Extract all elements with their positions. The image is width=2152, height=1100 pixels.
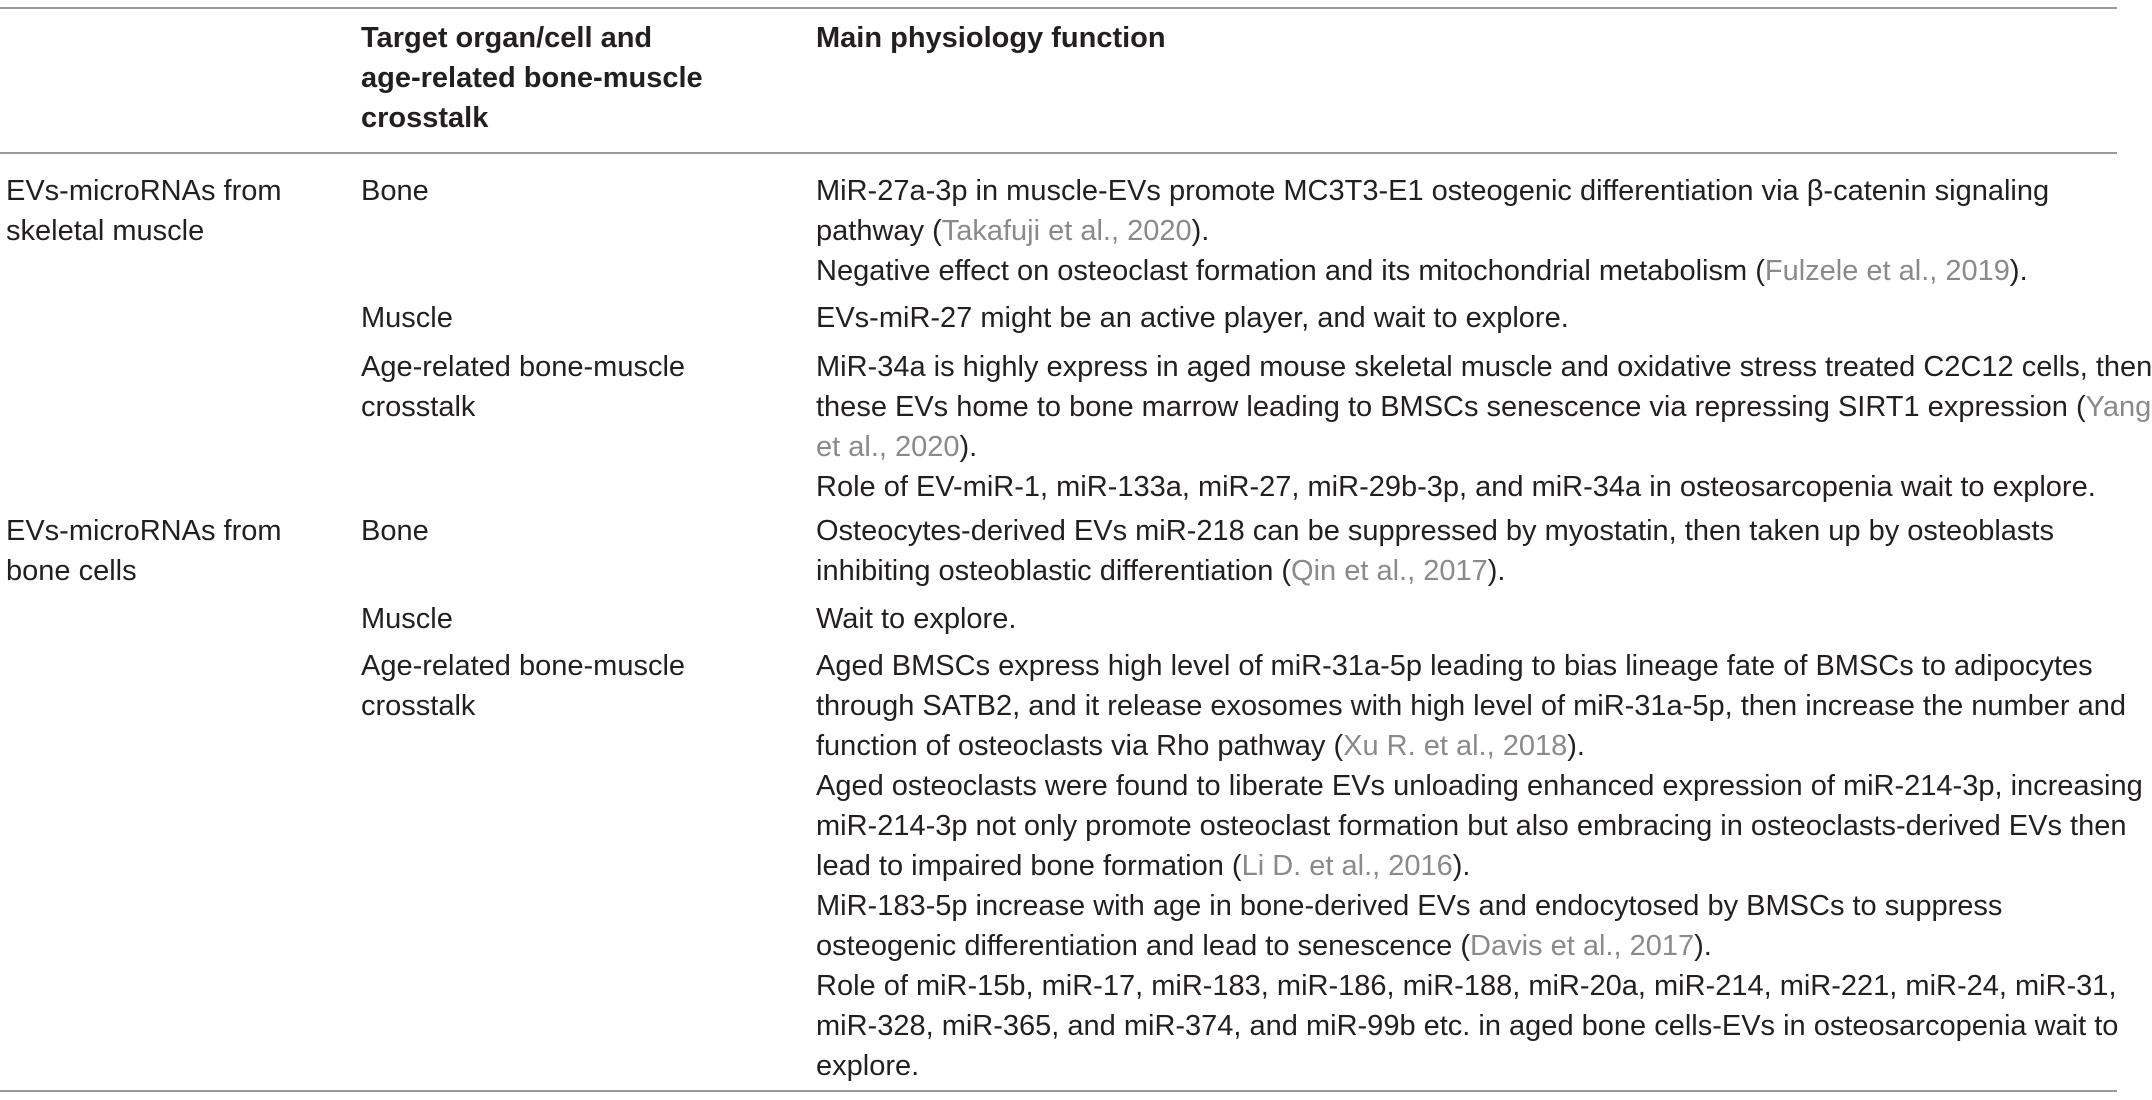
header-function-column [816,18,1166,58]
function-line [816,1006,2143,1046]
source-line: EVs-microRNAs from [6,515,282,547]
target-cell [361,646,685,726]
function-line [816,806,2143,846]
target-line: Bone [361,515,429,547]
function-line [816,686,2143,726]
header-target-line: age-related bone-muscle [361,62,703,94]
function-text: Role of miR-15b, miR-17, miR-183, miR-186, miR-188, miR-20a, miR-214, miR-221, miR-24, miR-31, [816,970,2117,1002]
header-rule [0,152,2117,154]
function-text: pathway ( [816,215,942,247]
function-line [816,551,2054,591]
target-cell [361,599,453,639]
function-line [816,1046,2143,1086]
header-target-line: Target organ/cell and [361,22,653,54]
citation-link[interactable]: Takafuji et al., 2020 [941,215,1192,247]
target-line: Age-related bone-muscle [361,650,686,682]
function-text: ). [1191,215,1210,247]
function-text: Osteocytes-derived EVs miR-218 can be suppressed by myostatin, then taken up by osteoblasts [816,515,2054,547]
source-line: EVs-microRNAs from [6,175,282,207]
function-text: MiR-27a-3p in muscle-EVs promote MC3T3-E1 osteogenic differentiation via β-catenin signaling [816,175,2050,207]
function-line [816,511,2054,551]
target-line: crosstalk [361,690,476,722]
function-line [816,886,2143,926]
function-text: MiR-183-5p increase with age in bone-derived EVs and endocytosed by BMSCs to suppress [816,890,2003,922]
function-line [816,599,1016,639]
function-line [816,726,2143,766]
function-line [816,251,2049,291]
function-text: these EVs home to bone marrow leading to BMSCs senescence via repressing SIRT1 expression ( [816,391,2086,423]
header-function-label: Main physiology function [816,22,1166,54]
function-line [816,211,2049,251]
function-text: ). [1567,730,1585,762]
function-text: lead to impaired bone formation ( [816,850,1242,882]
function-text: inhibiting osteoblastic differentiation ( [816,555,1292,587]
function-line [816,846,2143,886]
table-bottom-rule [0,1090,2117,1092]
function-text: Wait to explore. [816,603,1017,635]
function-line [816,387,2152,427]
function-text: miR-328, miR-365, and miR-374, and miR-99b etc. in aged bone cells-EVs in osteosarcopenia wait to [816,1010,2119,1042]
citation-link[interactable]: Fulzele et al., 2019 [1764,255,2010,287]
citation-link[interactable]: Li D. et al., 2016 [1241,850,1453,882]
function-cell [816,298,1569,338]
function-text: MiR-34a is highly express in aged mouse skeletal muscle and oxidative stress treated C2C12 cells, then [816,351,2152,383]
target-cell [361,347,685,427]
function-text: ). [959,431,978,463]
target-line: Muscle [361,302,453,334]
function-text: miR-214-3p not only promote osteoclast formation but also embracing in osteoclasts-derived EVs then [816,810,2127,842]
function-line [816,926,2143,966]
header-target-column [361,18,703,138]
target-line: Age-related bone-muscle [361,351,686,383]
citation-link[interactable]: et al., 2020 [816,431,960,463]
citation-link[interactable]: Davis et al., 2017 [1470,930,1695,962]
target-line: Bone [361,175,429,207]
function-line [816,347,2152,387]
citation-link[interactable]: Qin et al., 2017 [1291,555,1488,587]
function-line [816,427,2152,467]
function-line [816,646,2143,686]
function-line [816,171,2049,211]
function-text: Aged osteoclasts were found to liberate EVs unloading enhanced expression of miR-214-3p, increasing [816,770,2143,802]
function-cell [816,171,2049,291]
function-text: ). [1452,850,1471,882]
function-cell [816,646,2143,1086]
source-skeletal-muscle [6,171,282,251]
target-cell [361,511,429,551]
function-line [816,966,2143,1006]
function-text: EVs-miR-27 might be an active player, and wait to explore. [816,302,1569,334]
function-text: Role of EV-miR-1, miR-133a, miR-27, miR-29b-3p, and miR-34a in osteosarcopenia wait to explore. [816,471,2096,503]
function-line [816,467,2152,507]
source-line: skeletal muscle [6,215,205,247]
target-cell [361,298,453,338]
source-line: bone cells [6,555,137,587]
function-text: Aged BMSCs express high level of miR-31a-5p leading to bias lineage fate of BMSCs to adipocytes [816,650,2093,682]
target-line: Muscle [361,603,453,635]
citation-link[interactable]: Xu R. et al., 2018 [1343,730,1568,762]
target-line: crosstalk [361,391,476,423]
function-cell [816,599,1016,639]
table-top-rule [0,7,2117,9]
function-text: function of osteoclasts via Rho pathway ( [816,730,1344,762]
function-cell [816,347,2152,507]
function-text: osteogenic differentiation and lead to senescence ( [816,930,1471,962]
function-text: ). [2009,255,2028,287]
function-text: ). [1694,930,1712,962]
source-bone-cells [6,511,282,591]
citation-link[interactable]: Yang [2085,391,2152,423]
function-text: explore. [816,1050,920,1082]
function-text: Negative effect on osteoclast formation and its mitochondrial metabolism ( [816,255,1765,287]
function-line [816,766,2143,806]
function-cell [816,511,2054,591]
header-target-line: crosstalk [361,102,489,134]
function-text: ). [1487,555,1506,587]
function-line [816,298,1569,338]
function-text: through SATB2, and it release exosomes with high level of miR-31a-5p, then increase the number and [816,690,2127,722]
target-cell [361,171,429,211]
